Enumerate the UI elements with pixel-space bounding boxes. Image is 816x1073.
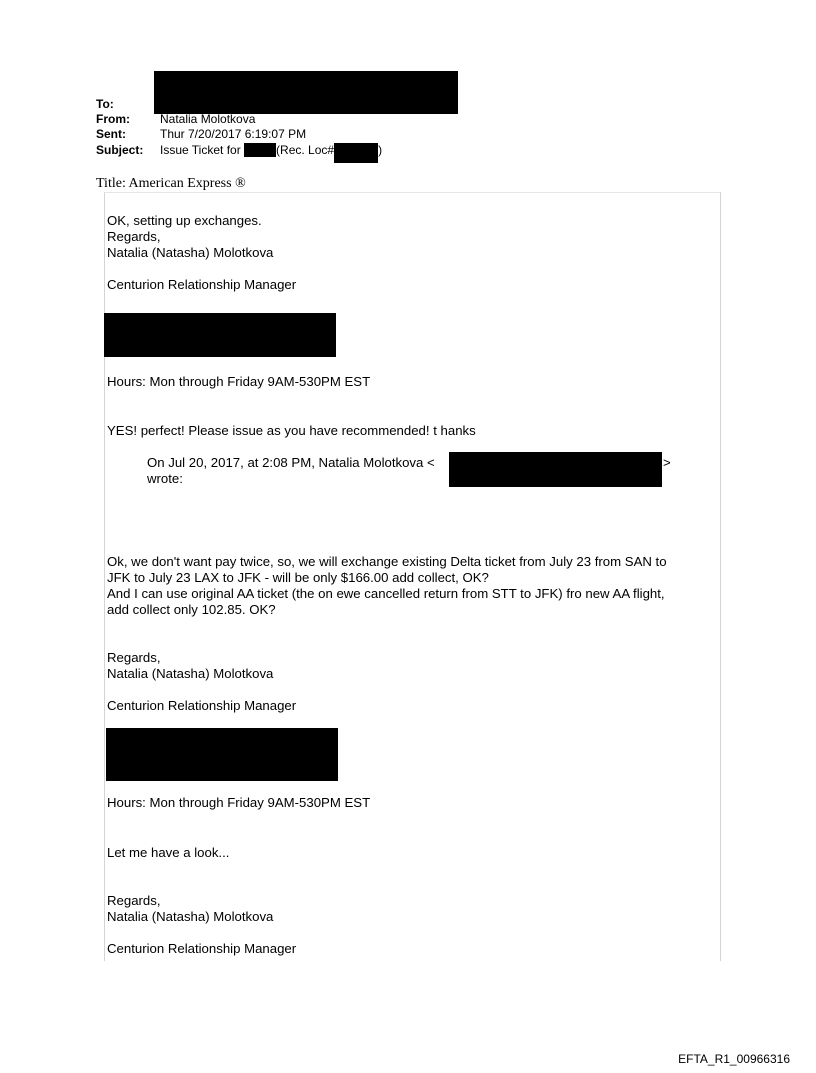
subject-label: Subject:	[96, 143, 144, 157]
redaction-contact	[104, 313, 336, 357]
subject-mid: (Rec. Loc#	[276, 143, 335, 157]
body-line: Hours: Mon through Friday 9AM-530PM EST	[107, 374, 371, 389]
subject-value	[160, 143, 382, 163]
title-line: Title: American Express ®	[96, 176, 246, 191]
body-line: And I can use original AA ticket (the on ewe cancelled return from STT to JFK) fro new AA flight,	[107, 586, 665, 601]
body-line: Centurion Relationship Manager	[107, 941, 297, 956]
body-line: Centurion Relationship Manager	[107, 277, 297, 292]
body-line: Natalia (Natasha) Molotkova	[107, 666, 274, 681]
body-line: Regards,	[107, 650, 161, 665]
to-label: To:	[96, 97, 114, 111]
body-line: Regards,	[107, 893, 161, 908]
subject-end: )	[378, 143, 383, 157]
body-line: Natalia (Natasha) Molotkova	[107, 909, 274, 924]
body-line: Let me have a look...	[107, 845, 230, 860]
body-line: Natalia (Natasha) Molotkova	[107, 245, 274, 260]
quote-line: On Jul 20, 2017, at 2:08 PM, Natalia Molotkova <	[147, 455, 435, 470]
redaction-signature	[106, 728, 338, 781]
quote-line: wrote:	[147, 471, 183, 486]
body-line: Centurion Relationship Manager	[107, 698, 297, 713]
redaction-email	[449, 452, 662, 487]
subject-prefix: Issue Ticket for	[160, 143, 241, 157]
document-id: EFTA_R1_00966316	[678, 1052, 790, 1066]
body-line: JFK to July 23 LAX to JFK - will be only $166.00 add collect, OK?	[107, 570, 489, 585]
body-line: Hours: Mon through Friday 9AM-530PM EST	[107, 795, 371, 810]
body-line: OK, setting up exchanges.	[107, 213, 262, 228]
sent-label: Sent:	[96, 127, 126, 141]
quote-line: >	[663, 455, 671, 470]
body-line: YES! perfect! Please issue as you have recommended! t hanks	[107, 423, 476, 438]
body-line: add collect only 102.85. OK?	[107, 602, 276, 617]
redaction-to	[154, 71, 458, 114]
from-value: Natalia Molotkova	[160, 112, 256, 126]
sent-value: Thur 7/20/2017 6:19:07 PM	[160, 127, 307, 141]
from-label: From:	[96, 112, 130, 126]
redaction-rec-loc	[334, 143, 378, 163]
body-line: Regards,	[107, 229, 161, 244]
body-line: Ok, we don't want pay twice, so, we will exchange existing Delta ticket from July 23 from SAN to	[107, 554, 667, 569]
redaction-subject-name	[244, 143, 276, 157]
